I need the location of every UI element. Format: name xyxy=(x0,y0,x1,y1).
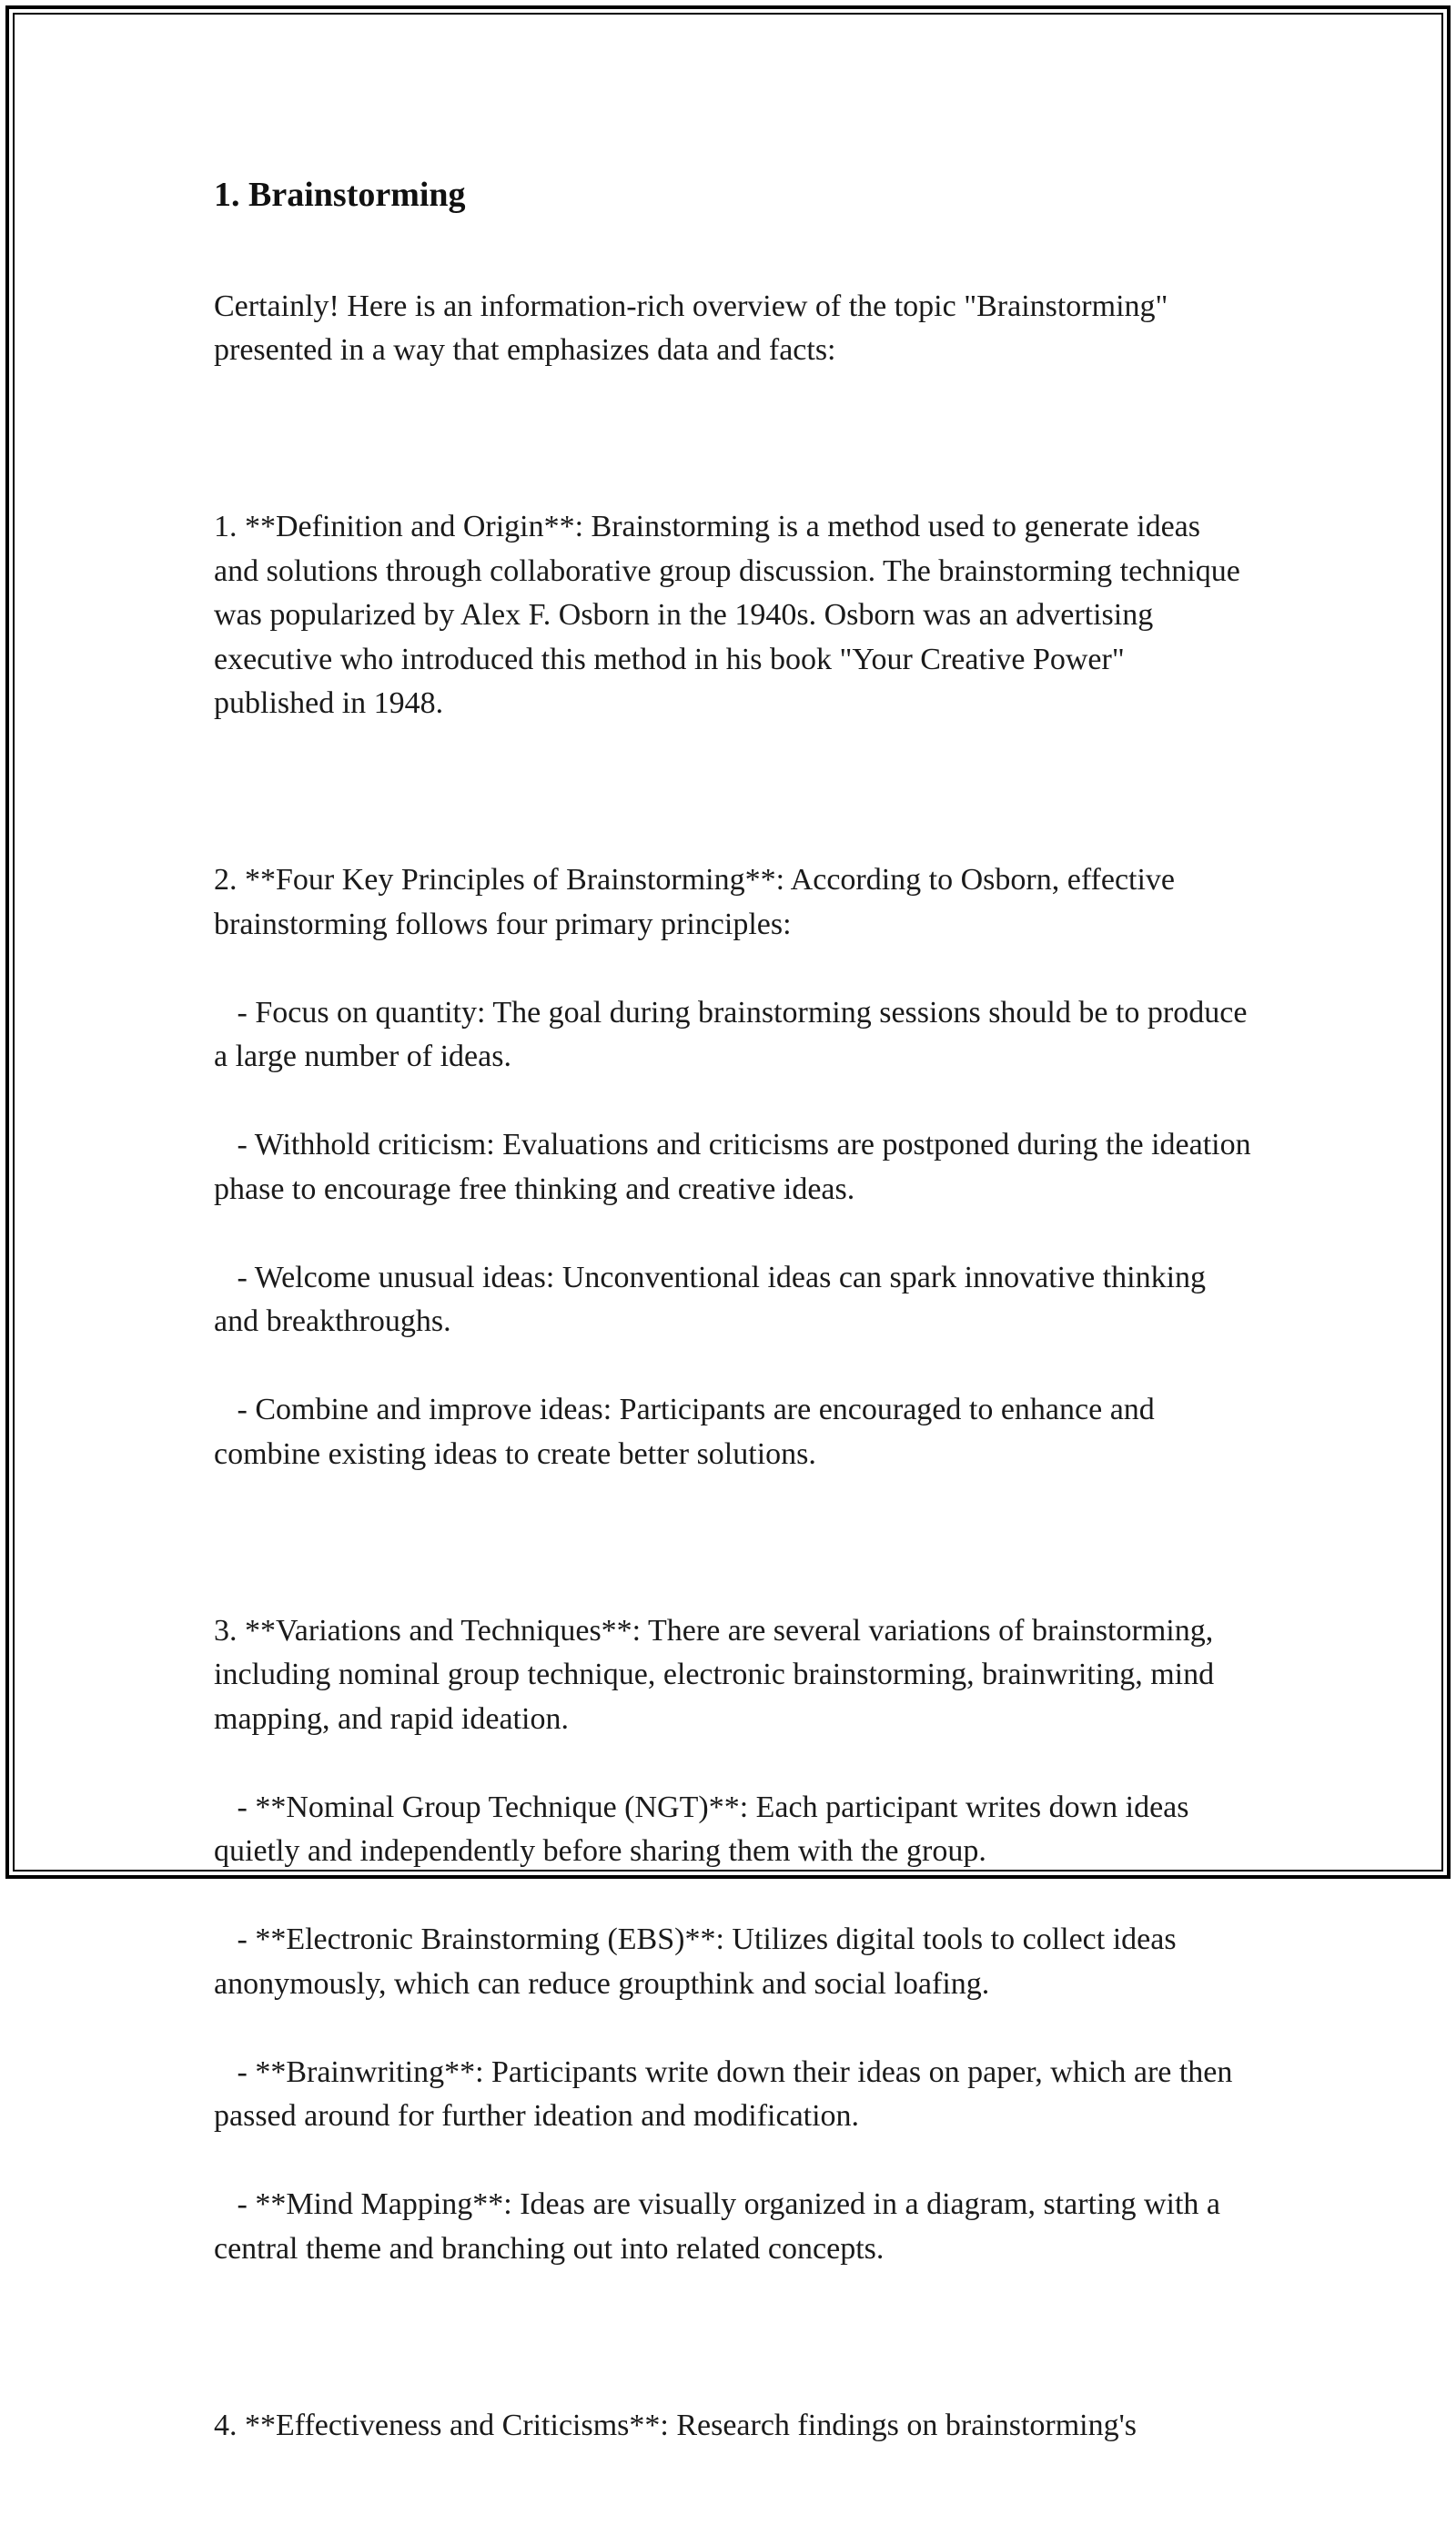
paragraph: 3. **Variations and Techniques**: There are several variations of brainstorming, including nominal group technique, electronic brainstorming, brainwriting, mind mapping, and rapid ideation. xyxy=(214,1613,1222,1736)
list-item: - **Mind Mapping**: Ideas are visually organized in a diagram, starting with a central theme and branching out into related concepts. xyxy=(214,2187,1228,2266)
blank-line xyxy=(214,770,1251,815)
list-item: - **Electronic Brainstorming (EBS)**: Utilizes digital tools to collect ideas anonymously, which can reduce groupthink and social loafing. xyxy=(214,1922,1185,2001)
list-item: - Focus on quantity: The goal during brainstorming sessions should be to produce a large number of ideas. xyxy=(214,995,1255,1073)
paragraph: 1. **Definition and Origin**: Brainstorming is a method used to generate ideas and solutions through collaborative group discussion. The brainstorming technique was popularized by Alex F. Osborn in the 1940s. Osborn was an advertising executive who introduced this method in his book "Your Creative Power" published in 1948. xyxy=(214,510,1249,720)
blank-line xyxy=(214,417,1251,462)
document-body xyxy=(214,240,1259,2536)
blank-line xyxy=(214,2316,1251,2360)
list-item: - **Nominal Group Technique (NGT)**: Each participant writes down ideas quietly and independently before sharing them with the group. xyxy=(214,1790,1197,1868)
paragraph: 2. **Four Key Principles of Brainstorming**: According to Osborn, effective brainstorming follows four primary principles: xyxy=(214,863,1183,941)
document-title: 1. Brainstorming xyxy=(214,176,466,214)
list-item: - Welcome unusual ideas: Unconventional ideas can spark innovative thinking and breakthroughs. xyxy=(214,1260,1214,1338)
paragraph: Certainly! Here is an information-rich overview of the topic "Brainstorming" presented in a way that emphasizes data and facts: xyxy=(214,289,1176,367)
list-item: - **Brainwriting**: Participants write down their ideas on paper, which are then passed around for further ideation and modification. xyxy=(214,2054,1240,2133)
document-content xyxy=(214,171,1259,2536)
paragraph: 4. **Effectiveness and Criticisms**: Research findings on brainstorming's xyxy=(214,2408,1137,2442)
list-item: - Withhold criticism: Evaluations and criticisms are postponed during the ideation phase to encourage free thinking and creative ideas. xyxy=(214,1128,1259,1206)
blank-line xyxy=(214,1521,1251,1566)
list-item: - Combine and improve ideas: Participants are encouraged to enhance and combine existing ideas to create better solutions. xyxy=(214,1393,1163,1471)
